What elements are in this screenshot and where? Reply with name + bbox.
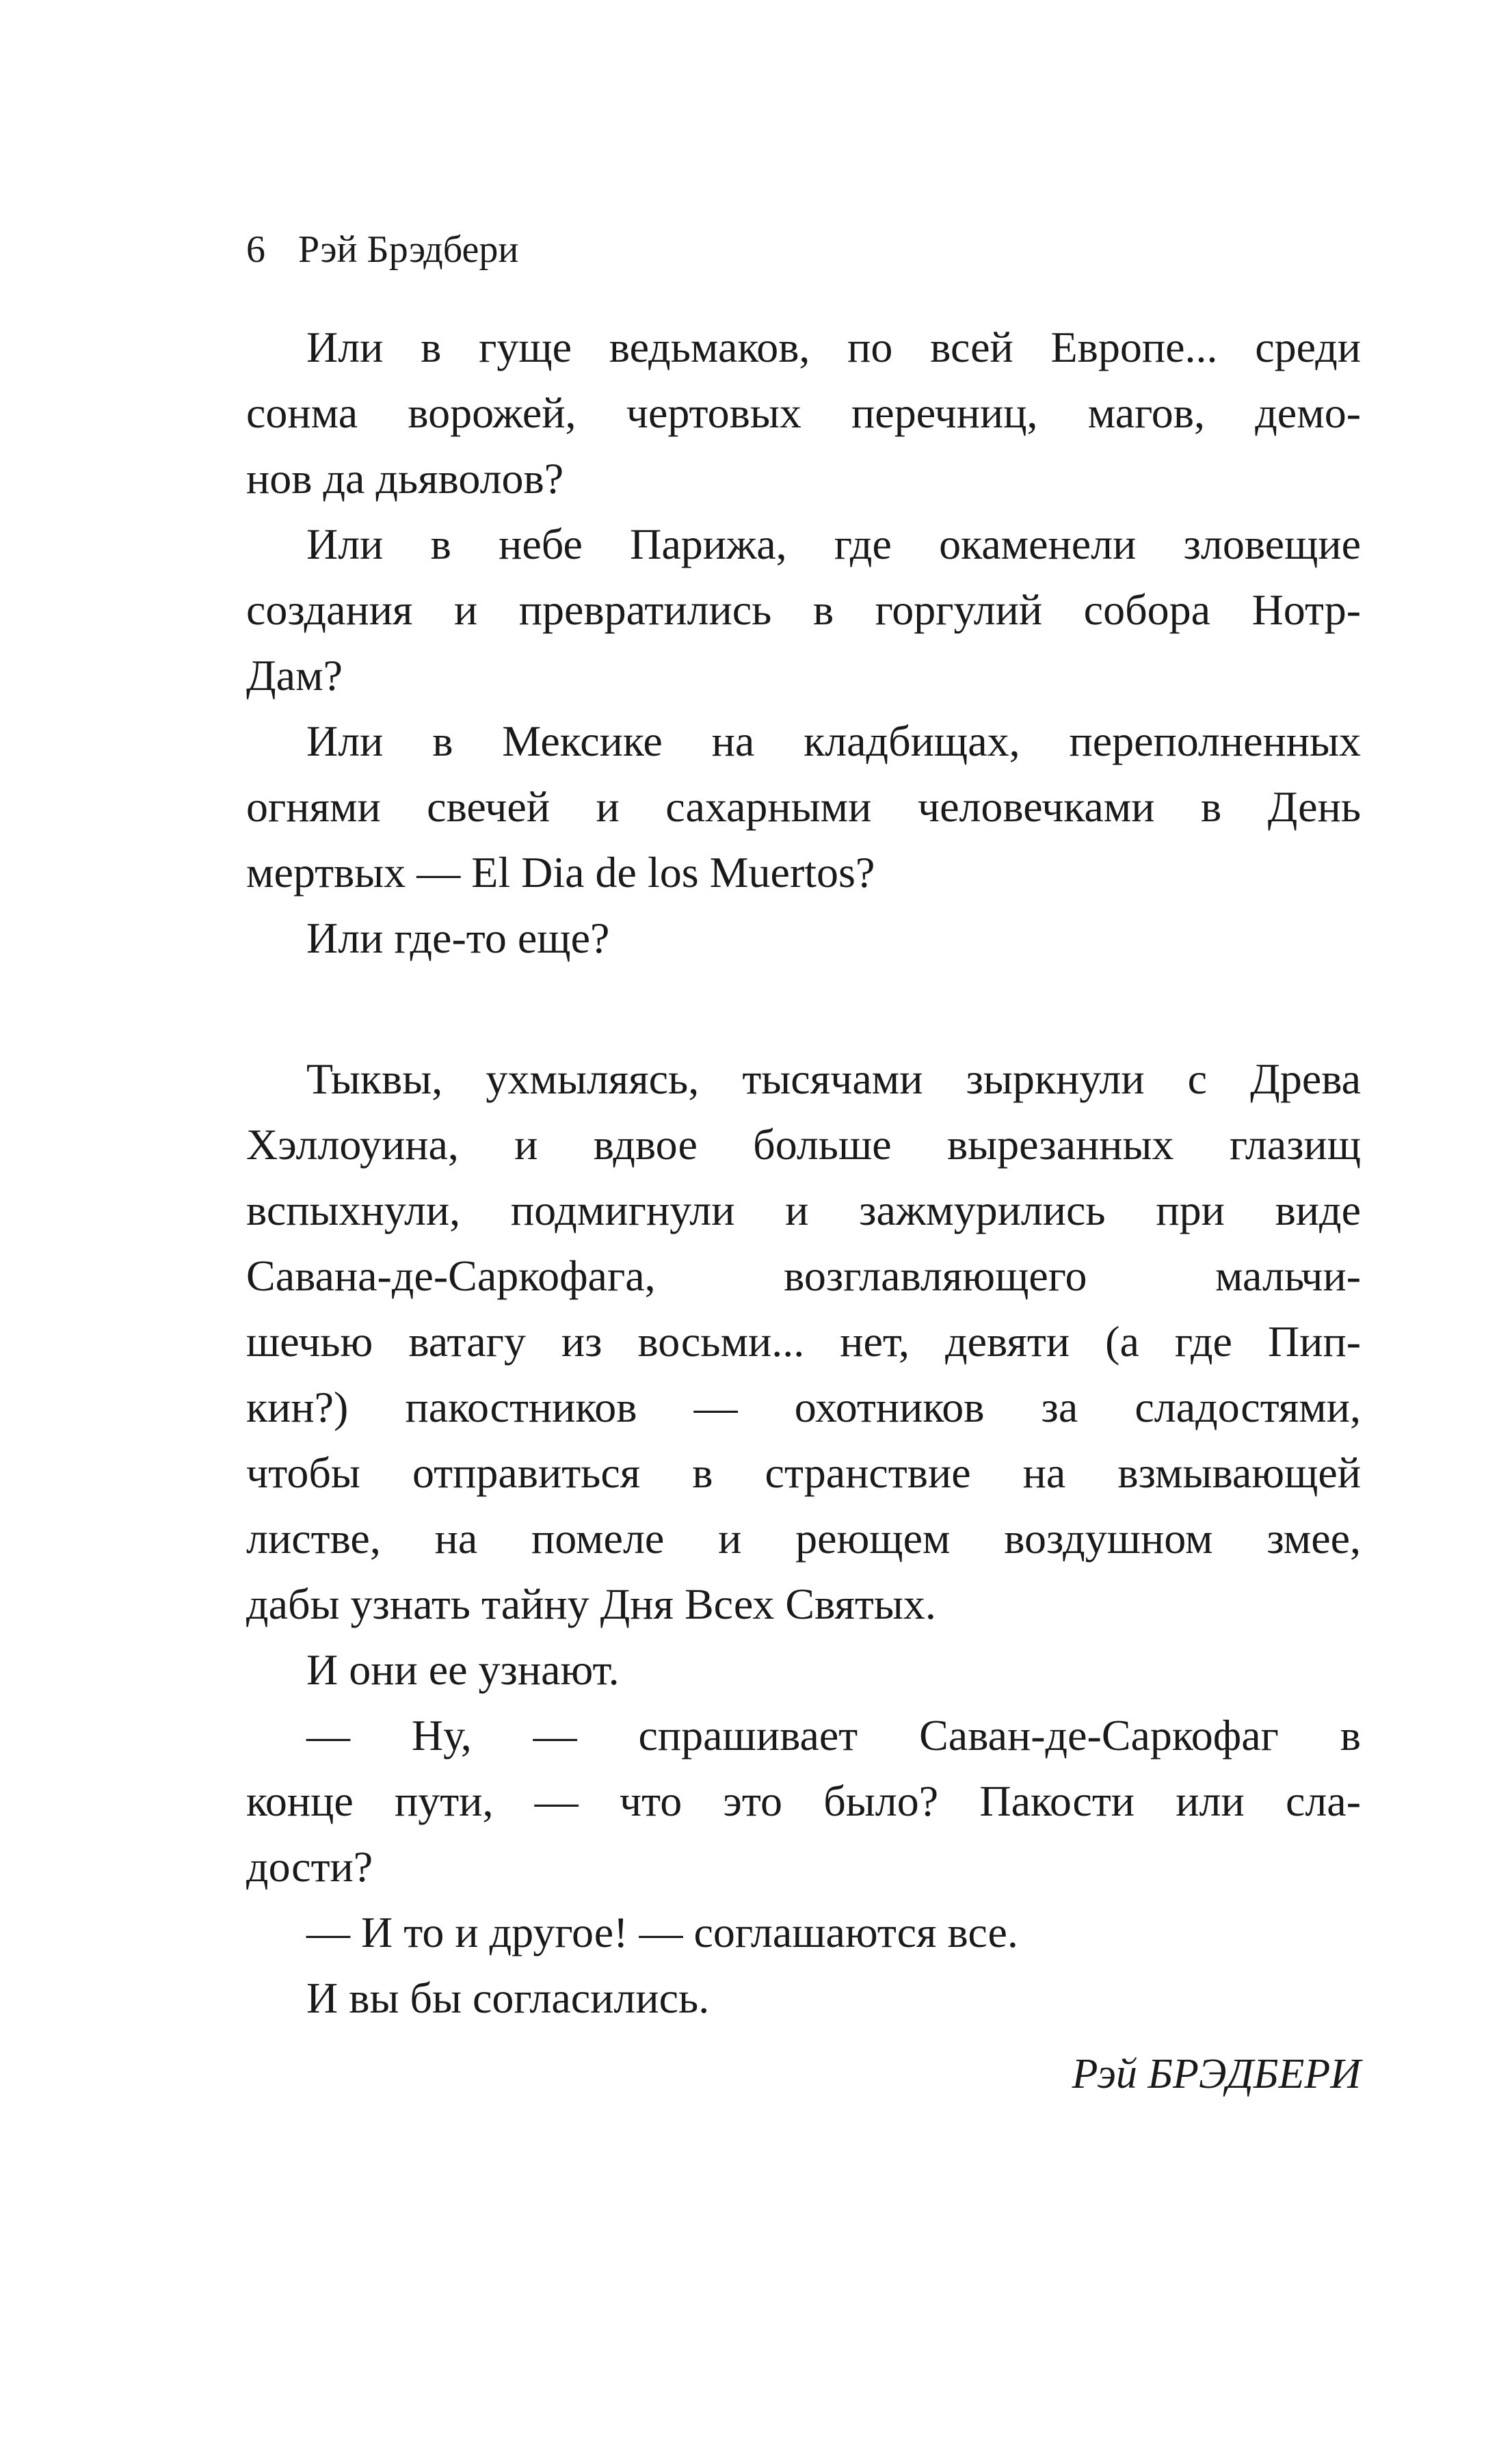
text-line: листве, на помеле и реющем воздушном змее, [246, 1514, 1361, 1563]
running-header [246, 226, 518, 274]
author-signature: Рэй БРЭДБЕРИ [1072, 2051, 1361, 2097]
text-line: конце пути, — что это было? Пакости или сла- [246, 1777, 1361, 1825]
text-line: Или в гуще ведьмаков, по всей Европе... среди [306, 323, 1361, 371]
paragraph [246, 905, 1361, 971]
page-number: 6 [246, 228, 265, 271]
paragraph [246, 1703, 1361, 1900]
text-line: чтобы отправиться в странствие на взмывающей [246, 1448, 1361, 1497]
paragraph [246, 512, 1361, 708]
text-line: мертвых — El Dia de los Muertos? [246, 848, 875, 897]
text-line: кин?) пакостников — охотников за сладостями, [246, 1383, 1361, 1431]
text-line: огнями свечей и сахарными человечками в День [246, 782, 1361, 831]
paragraph [246, 315, 1361, 512]
text-line: Или в небе Парижа, где окаменели зловещие [306, 520, 1361, 568]
text-line: Дам? [246, 651, 343, 700]
text-line: Тыквы, ухмыляясь, тысячами зыркнули с Древа [306, 1054, 1361, 1103]
text-line: Хэллоуина, и вдвое больше вырезанных глазищ [246, 1120, 1361, 1169]
text-block-second [246, 1046, 1361, 2031]
text-line: дости? [246, 1842, 373, 1891]
text-line: — Ну, — спрашивает Саван-де-Саркофаг в [306, 1711, 1361, 1760]
paragraph [246, 1965, 1361, 2031]
text-line: И они ее узнают. [306, 1645, 620, 1694]
text-line: — И то и другое! — соглашаются все. [306, 1908, 1018, 1956]
text-line: вспыхнули, подмигнули и зажмурились при виде [246, 1186, 1361, 1234]
running-title: Рэй Брэдбери [298, 228, 519, 271]
paragraph [246, 708, 1361, 905]
paragraph [246, 1046, 1361, 1637]
text-line: нов да дьяволов? [246, 454, 564, 503]
text-line: шечью ватагу из восьми... нет, девяти (а где Пип- [246, 1317, 1361, 1366]
paragraph [246, 1637, 1361, 1703]
text-line: сонма ворожей, чертовых перечниц, магов, демо- [246, 388, 1361, 437]
text-line: Или где-то еще? [306, 914, 610, 962]
text-line: И вы бы согласились. [306, 1974, 710, 2022]
text-line: Или в Мексике на кладбищах, переполненных [306, 717, 1361, 765]
text-line: Савана-де-Саркофага, возглавляющего мальчи- [246, 1251, 1361, 1300]
paragraph [246, 1900, 1361, 1965]
text-block-first [246, 315, 1361, 971]
text-line: создания и превратились в горгулий собора Нотр- [246, 585, 1361, 634]
text-line: дабы узнать тайну Дня Всех Святых. [246, 1580, 936, 1628]
